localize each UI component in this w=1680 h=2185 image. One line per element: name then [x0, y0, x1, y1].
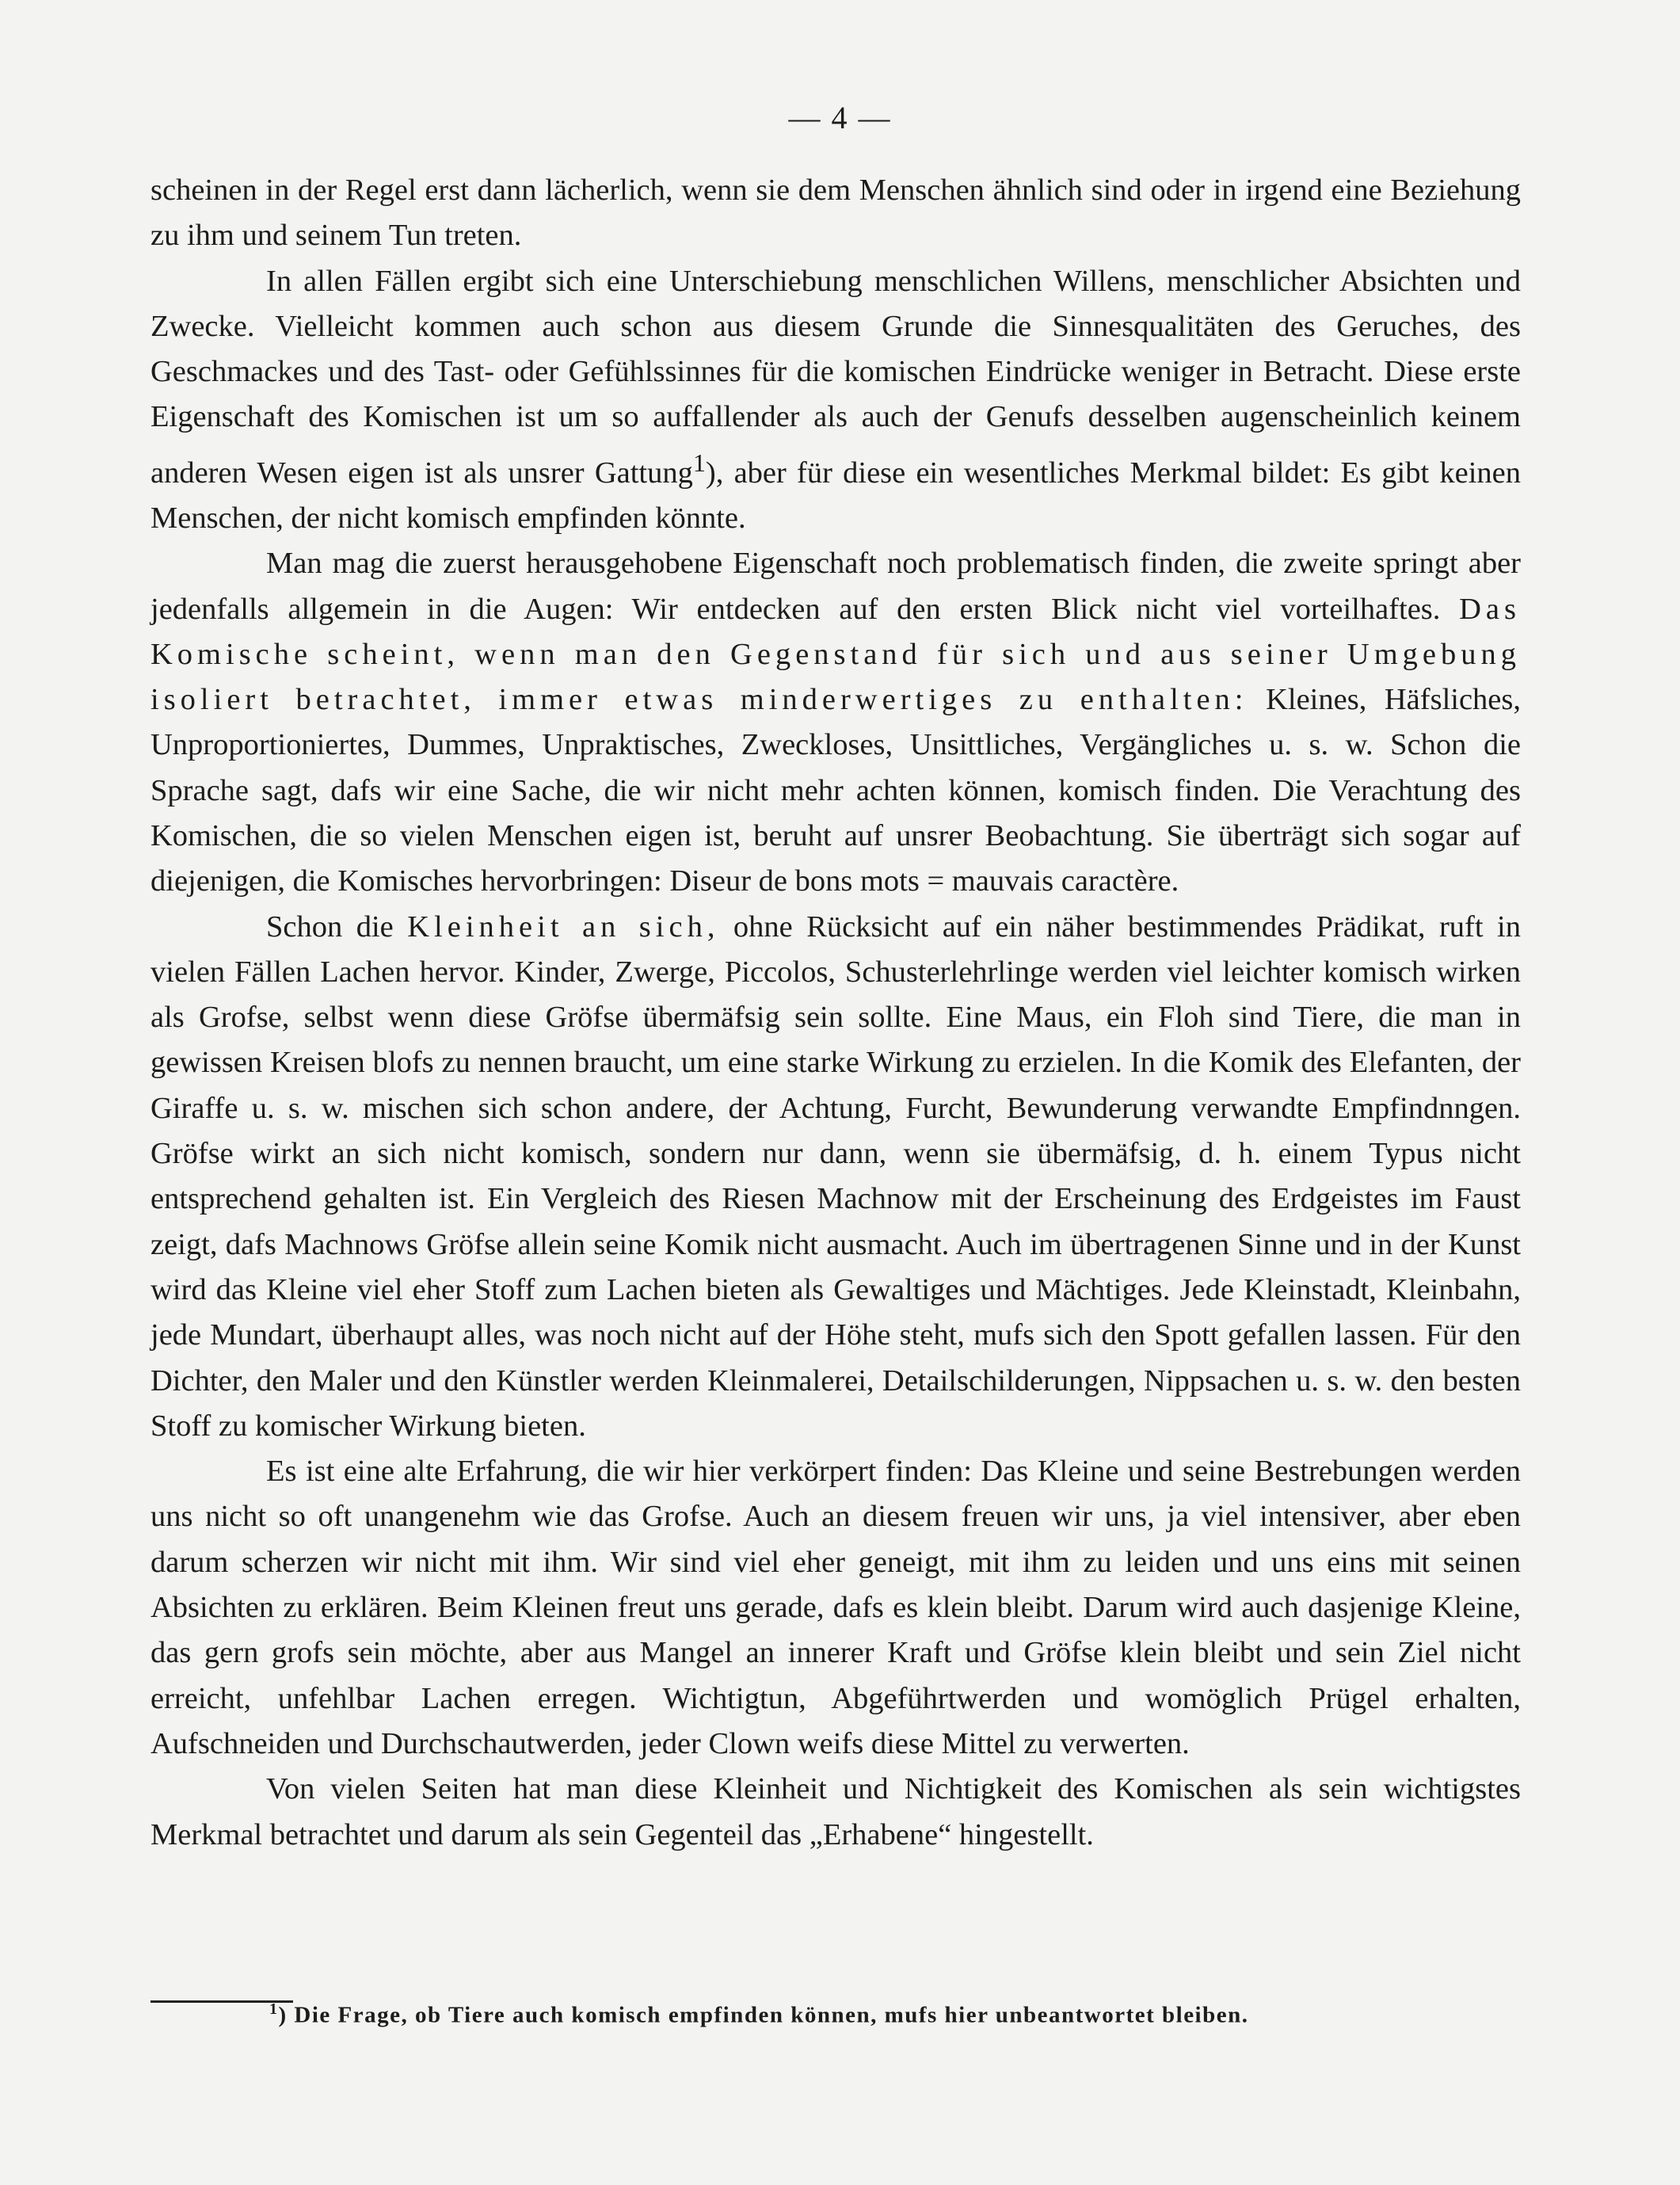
footnote	[269, 1993, 1521, 2031]
emphasis-spaced: Kleinheit an sich,	[407, 909, 720, 944]
text-segment: Kleines, Häfsliches, Unproportioniertes, Dummes, Unpraktisches, Zweckloses, Unsittliches, Vergängliches u. s. w. Schon die Sprache sagt, dafs wir eine Sache, die wir nicht mehr achten können, komisch finden. Die Verachtung des Komischen, die so vielen Menschen eigen ist, beruht auf unsrer Beobachtung. Sie überträgt sich sogar auf diejenigen, die Komisches hervorbringen: Diseur de bons mots = mauvais caractère.	[150, 683, 1522, 898]
body-text	[150, 168, 1521, 1858]
paragraph	[150, 541, 1521, 904]
text-segment: ), aber für diese ein wesentliches Merkmal bildet: Es gibt keinen Menschen, der nicht komisch empfinden könnte.	[150, 456, 1521, 535]
page-number: — 4 —	[788, 100, 892, 135]
paragraph	[150, 1767, 1521, 1858]
footnote-marker: 1	[269, 2000, 279, 2018]
paragraph	[150, 905, 1521, 1450]
paragraph	[150, 1449, 1521, 1767]
footnote-text: ) Die Frage, ob Tiere auch komisch empfinden können, mufs hier unbeantwortet bleiben.	[278, 2002, 1249, 2028]
text-segment: Schon die	[266, 909, 408, 944]
emphasis-spaced: Das Komische scheint, wenn man den Gegenstand für sich und aus seiner Umgebung isoliert betrachtet, immer etwas minderwertiges zu enthalten:	[150, 592, 1521, 717]
paragraph	[150, 168, 1521, 259]
text-segment: In allen Fällen ergibt sich eine Unterschiebung menschlichen Willens, menschlicher Absichten und Zwecke. Vielleicht kommen auch schon aus diesem Grunde die Sinnesqualitäten des Geruches, des Geschmackes und des Tast- oder Gefühlssinnes für die komischen Eindrücke weniger in Betracht. Diese erste Eigenschaft des Komischen ist um so auffallender als auch der Genufs desselben augenscheinlich keinem anderen Wesen eigen ist als unsrer Gattung	[150, 264, 1521, 490]
text-segment: Von vielen Seiten hat man diese Kleinheit und Nichtigkeit des Komischen als sein wichtigstes Merkmal betrachtet und darum als sein Gegenteil das „Erhabene“ hingestellt.	[150, 1772, 1521, 1851]
footnote-reference: 1	[692, 448, 706, 477]
text-segment: Man mag die zuerst herausgehobene Eigenschaft noch problematisch finden, die zweite springt aber jedenfalls allgemein in die Augen: Wir entdecken auf den ersten Blick nicht viel vorteilhaftes.	[150, 547, 1521, 626]
paragraph	[150, 259, 1521, 542]
text-segment: scheinen in der Regel erst dann lächerlich, wenn sie dem Menschen ähnlich sind oder in irgend eine Beziehung zu ihm und seinem Tun treten.	[150, 174, 1521, 253]
text-segment: Es ist eine alte Erfahrung, die wir hier verkörpert finden: Das Kleine und seine Bestrebungen werden uns nicht so oft unangenehm wie das Grofse. Auch an diesem freuen wir uns, ja viel intensiver, aber eben darum scherzen wir nicht mit ihm. Wir sind viel eher geneigt, mit ihm zu leiden und uns eins mit seinen Absichten zu erklären. Beim Kleinen freut uns gerade, dafs es klein bleibt. Darum wird auch dasjenige Kleine, das gern grofs sein möchte, aber aus Mangel an innerer Kraft und Gröfse klein bleibt und sein Ziel nicht erreicht, unfehlbar Lachen erregen. Wichtigtun, Abgeführtwerden und womöglich Prügel erhalten, Aufschneiden und Durchschautwerden, jeder Clown weifs diese Mittel zu verwerten.	[150, 1455, 1521, 1760]
text-segment: ohne Rücksicht auf ein näher bestimmendes Prädikat, ruft in vielen Fällen Lachen hervor. Kinder, Zwerge, Piccolos, Schusterlehrlinge werden viel leichter komisch wirken als Grofse, selbst wenn diese Gröfse übermäfsig sein sollte. Eine Maus, ein Floh sind Tiere, die man in gewissen Kreisen blofs zu nennen braucht, um eine starke Wirkung zu erzielen. In die Komik des Elefanten, der Giraffe u. s. w. mischen sich schon andere, der Achtung, Furcht, Bewunderung verwandte Empfindnngen. Gröfse wirkt an sich nicht komisch, sondern nur dann, wenn sie übermäfsig, d. h. einem Typus nicht entsprechend gehalten ist. Ein Vergleich des Riesen Machnow mit der Erscheinung des Erdgeistes im Faust zeigt, dafs Machnows Gröfse allein seine Komik nicht ausmacht. Auch im übertragenen Sinne und in der Kunst wird das Kleine viel eher Stoff zum Lachen bieten als Gewaltiges und Mächtiges. Jede Kleinstadt, Kleinbahn, jede Mundart, überhaupt alles, was noch nicht auf der Höhe steht, mufs sich den Spott gefallen lassen. Für den Dichter, den Maler und den Künstler werden Kleinmalerei, Detailschilderungen, Nippsachen u. s. w. den besten Stoff zu komischer Wirkung bieten.	[150, 909, 1521, 1443]
